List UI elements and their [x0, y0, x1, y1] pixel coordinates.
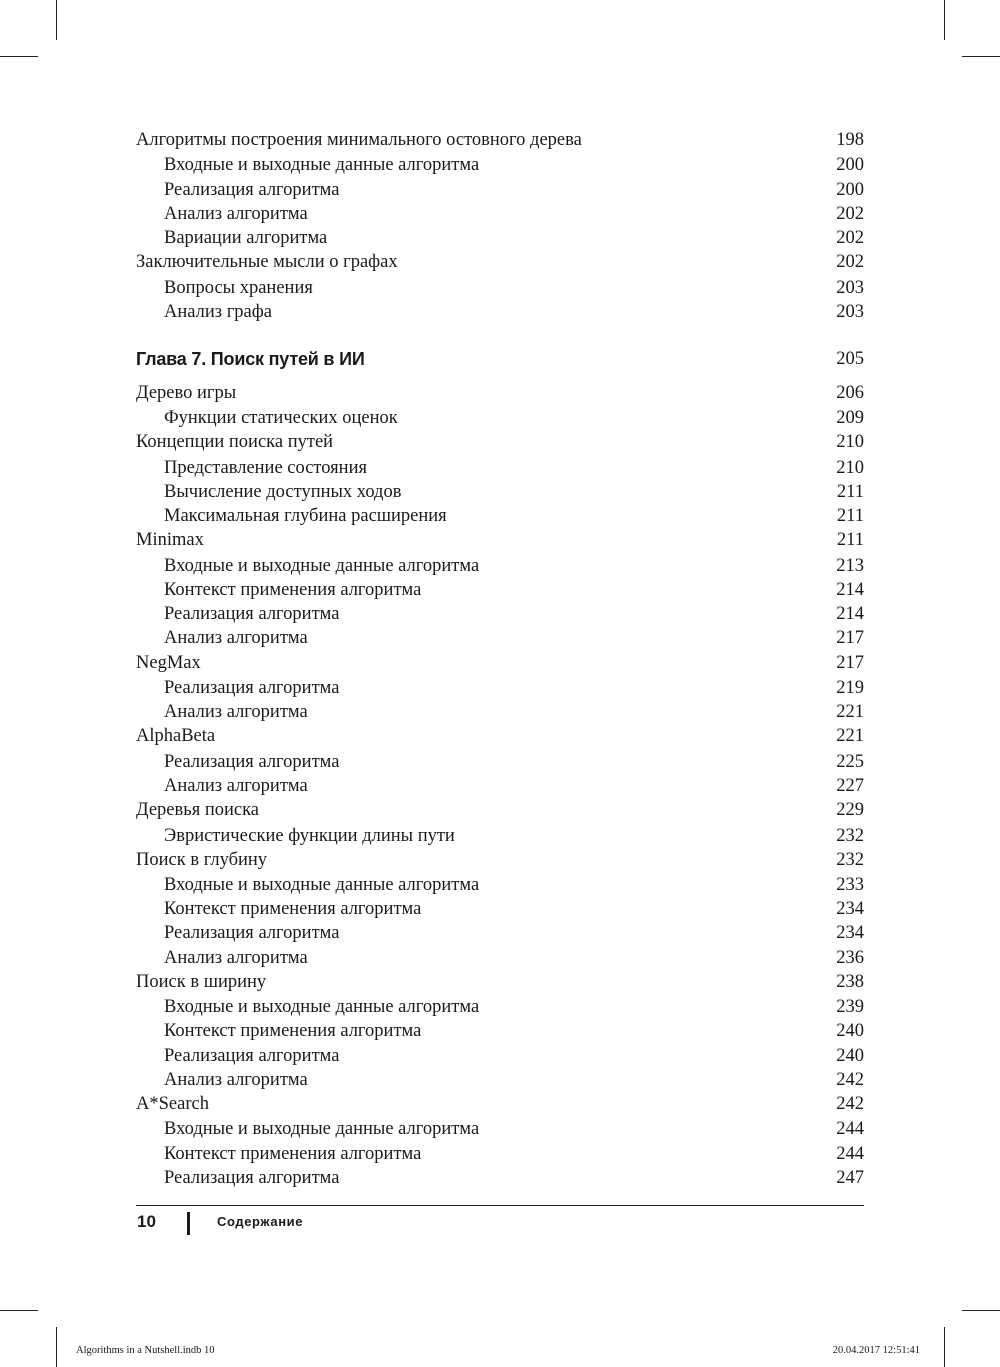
toc-subsection-entry[interactable]	[136, 554, 864, 578]
toc-entry-title: Поиск в глубину	[136, 849, 268, 870]
toc-entry-title: Анализ алгоритма	[164, 775, 308, 796]
toc-subsection-entry[interactable]	[136, 178, 864, 202]
toc-subsection-entry[interactable]	[136, 226, 864, 250]
toc-section-entry[interactable]	[136, 128, 864, 153]
crop-mark	[0, 56, 38, 57]
toc-subsection-entry[interactable]	[136, 276, 864, 300]
toc-subsection-entry[interactable]	[136, 153, 864, 177]
toc-entry-page: 217	[836, 628, 864, 649]
toc-entry-title: Minimax	[136, 530, 204, 551]
toc-entry-page: 242	[836, 1093, 864, 1114]
toc-subsection-entry[interactable]	[136, 202, 864, 226]
toc-entry-title: Анализ алгоритма	[164, 947, 308, 968]
toc-entry-title: Анализ алгоритма	[164, 1069, 308, 1090]
toc-entry-page: 239	[836, 997, 864, 1018]
toc-section-entry[interactable]	[136, 381, 864, 406]
toc-section-entry[interactable]	[136, 724, 864, 749]
toc-section-entry[interactable]	[136, 848, 864, 873]
toc-entry-title: Деревья поиска	[136, 800, 260, 821]
toc-entry-title: Реализация алгоритма	[164, 179, 340, 200]
toc-section-entry[interactable]	[136, 798, 864, 823]
toc-entry-title: Реализация алгоритма	[164, 1167, 340, 1188]
toc-chapter-entry[interactable]	[136, 339, 864, 379]
toc-entry-title: Заключительные мысли о графах	[136, 252, 398, 273]
toc-subsection-entry[interactable]	[136, 602, 864, 626]
toc-entry-title: Входные и выходные данные алгоритма	[164, 875, 480, 896]
toc-subsection-entry[interactable]	[136, 946, 864, 970]
toc-entry-page: 225	[836, 751, 864, 772]
toc-subsection-entry[interactable]	[136, 700, 864, 724]
crop-mark	[944, 1327, 945, 1367]
toc-section-entry[interactable]	[136, 528, 864, 553]
toc-entry-title: Контекст применения алгоритма	[164, 580, 422, 601]
toc-entry-page: 202	[836, 203, 864, 224]
toc-entry-page: 229	[836, 800, 864, 821]
toc-entry-page: 211	[836, 482, 864, 503]
crop-mark	[944, 0, 945, 40]
toc-entry-title: Реализация алгоритма	[164, 1045, 340, 1066]
toc-entry-page: 240	[836, 1021, 864, 1042]
toc-entry-title: Входные и выходные данные алгоритма	[164, 155, 480, 176]
toc-entry-title: Вопросы хранения	[164, 277, 313, 298]
toc-entry-page: 221	[836, 702, 864, 723]
toc-subsection-entry[interactable]	[136, 1068, 864, 1092]
toc-entry-title: Поиск в ширину	[136, 971, 267, 992]
toc-entry-title: A*Search	[136, 1093, 209, 1114]
toc-entry-title: Дерево игры	[136, 382, 237, 403]
toc-entry-title: Входные и выходные данные алгоритма	[164, 1119, 480, 1140]
toc-subsection-entry[interactable]	[136, 480, 864, 504]
toc-subsection-entry[interactable]	[136, 1044, 864, 1068]
toc-entry-page: 232	[836, 849, 864, 870]
print-slug-datetime: 20.04.2017 12:51:41	[832, 1345, 920, 1356]
footer-rule	[136, 1205, 864, 1206]
toc-entry-page: 203	[836, 301, 864, 322]
toc-entry-page: 214	[836, 604, 864, 625]
toc-subsection-entry[interactable]	[136, 1142, 864, 1166]
toc-subsection-entry[interactable]	[136, 897, 864, 921]
toc-entry-page: 200	[836, 155, 864, 176]
toc-entry-title: Контекст применения алгоритма	[164, 1143, 422, 1164]
toc-entry-title: Анализ алгоритма	[164, 203, 308, 224]
toc-entry-page: 233	[836, 875, 864, 896]
toc-entry-page: 227	[836, 775, 864, 796]
toc-entry-page: 209	[836, 408, 864, 429]
toc-subsection-entry[interactable]	[136, 1166, 864, 1190]
toc-entry-title: Эвристические функции длины пути	[164, 825, 455, 846]
toc-entry-page: 211	[836, 506, 864, 527]
toc-section-entry[interactable]	[136, 430, 864, 455]
toc-entry-page: 214	[836, 580, 864, 601]
toc-subsection-entry[interactable]	[136, 406, 864, 430]
toc-entry-title: Контекст применения алгоритма	[164, 1021, 422, 1042]
toc-entry-title: Реализация алгоритма	[164, 677, 340, 698]
toc-subsection-entry[interactable]	[136, 921, 864, 945]
toc-entry-title: Глава 7. Поиск путей в ИИ	[136, 348, 365, 369]
toc-entry-title: Концепции поиска путей	[136, 432, 334, 453]
toc-entry-title: Представление состояния	[164, 457, 367, 478]
toc-subsection-entry[interactable]	[136, 626, 864, 650]
toc-subsection-entry[interactable]	[136, 578, 864, 602]
toc-entry-page: 244	[836, 1119, 864, 1140]
toc-entry-title: Вариации алгоритма	[164, 227, 328, 248]
toc-subsection-entry[interactable]	[136, 676, 864, 700]
toc-subsection-entry[interactable]	[136, 995, 864, 1019]
crop-mark	[962, 1310, 1000, 1311]
toc-entry-page: 234	[836, 899, 864, 920]
toc-subsection-entry[interactable]	[136, 1019, 864, 1043]
toc-section-entry[interactable]	[136, 970, 864, 995]
toc-entry-page: 210	[836, 457, 864, 478]
toc-entry-title: Максимальная глубина расширения	[164, 506, 447, 527]
toc-entry-page: 202	[836, 227, 864, 248]
toc-entry-page: 198	[836, 130, 864, 150]
toc-entry-title: Анализ алгоритма	[164, 628, 308, 649]
toc-entry-page: 238	[836, 971, 864, 992]
toc-entry-page: 232	[836, 825, 864, 846]
toc-entry-page: 234	[836, 923, 864, 944]
toc-entry-title: Функции статических оценок	[164, 408, 398, 429]
toc-entry-title: Реализация алгоритма	[164, 751, 340, 772]
footer-divider	[187, 1212, 190, 1235]
toc-entry-title: NegMax	[136, 652, 201, 673]
toc-entry-page: 200	[836, 179, 864, 200]
toc-section-entry[interactable]	[136, 651, 864, 676]
toc-entry-page: 219	[836, 677, 864, 698]
toc-entry-page: 206	[836, 382, 864, 403]
table-of-contents	[136, 128, 864, 1190]
toc-entry-title: Анализ графа	[164, 301, 272, 322]
toc-entry-title: Алгоритмы построения минимального остовного дерева	[136, 130, 582, 150]
footer-section-title: Содержание	[217, 1214, 304, 1229]
toc-entry-page: 210	[836, 432, 864, 453]
toc-subsection-entry[interactable]	[136, 873, 864, 897]
toc-subsection-entry[interactable]	[136, 504, 864, 528]
toc-entry-page: 213	[836, 555, 864, 576]
toc-entry-title: Контекст применения алгоритма	[164, 899, 422, 920]
toc-entry-page: 242	[836, 1069, 864, 1090]
toc-entry-title: Вычисление доступных ходов	[164, 482, 402, 503]
toc-entry-page: 203	[836, 277, 864, 298]
toc-entry-title: Реализация алгоритма	[164, 923, 340, 944]
crop-mark	[56, 0, 57, 40]
print-slug-file: Algorithms in a Nutshell.indb 10	[76, 1345, 215, 1356]
toc-subsection-entry[interactable]	[136, 824, 864, 848]
toc-entry-page: 240	[836, 1045, 864, 1066]
toc-entry-page: 221	[836, 726, 864, 747]
toc-subsection-entry[interactable]	[136, 750, 864, 774]
toc-section-entry[interactable]	[136, 1092, 864, 1117]
toc-entry-page: 244	[836, 1143, 864, 1164]
toc-entry-page: 211	[836, 530, 864, 551]
toc-entry-title: Реализация алгоритма	[164, 604, 340, 625]
toc-entry-title: Анализ алгоритма	[164, 702, 308, 723]
toc-subsection-entry[interactable]	[136, 300, 864, 324]
toc-subsection-entry[interactable]	[136, 774, 864, 798]
toc-entry-page: 205	[836, 348, 864, 369]
toc-entry-page: 217	[836, 652, 864, 673]
toc-subsection-entry[interactable]	[136, 1117, 864, 1141]
toc-entry-title: Входные и выходные данные алгоритма	[164, 997, 480, 1018]
crop-mark	[0, 1310, 38, 1311]
crop-mark	[962, 56, 1000, 57]
crop-mark	[56, 1327, 57, 1367]
toc-entry-title: Входные и выходные данные алгоритма	[164, 555, 480, 576]
toc-subsection-entry[interactable]	[136, 456, 864, 480]
toc-entry-page: 236	[836, 947, 864, 968]
toc-entry-title: AlphaBeta	[136, 726, 216, 747]
footer-page-number: 10	[137, 1212, 156, 1231]
toc-entry-page: 202	[836, 252, 864, 273]
toc-entry-page: 247	[836, 1167, 864, 1188]
toc-section-entry[interactable]	[136, 250, 864, 275]
